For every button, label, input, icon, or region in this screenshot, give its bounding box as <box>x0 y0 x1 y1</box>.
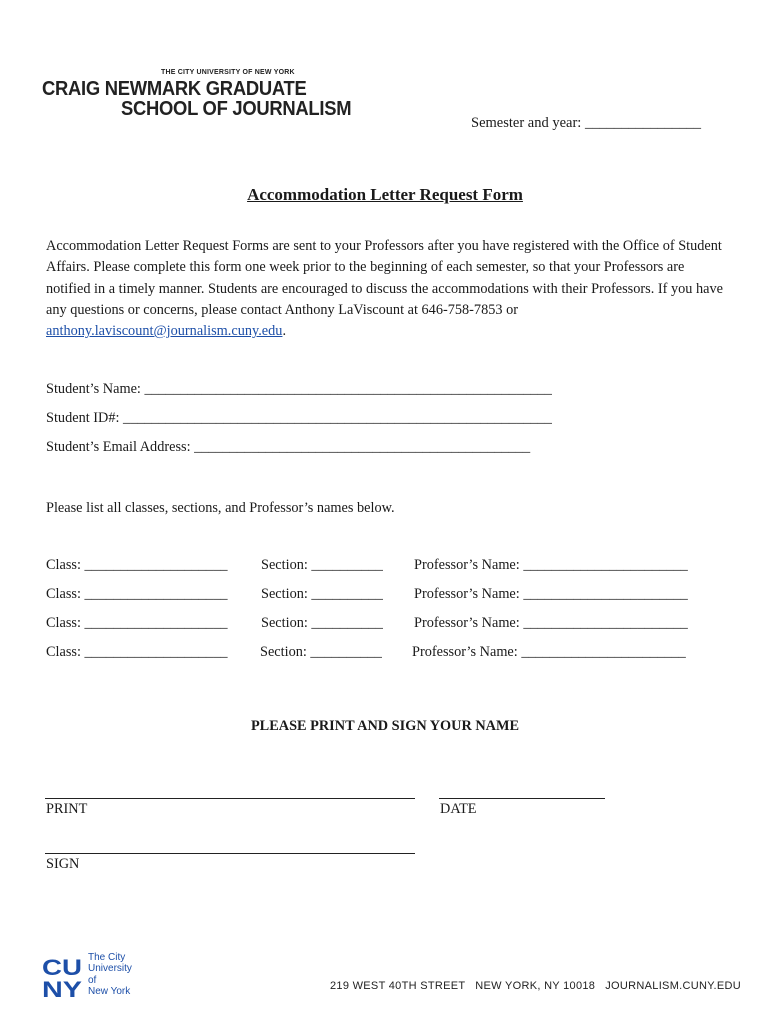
date-label: DATE <box>440 801 477 817</box>
cuny-line: of <box>88 974 97 986</box>
student-id-field[interactable]: Student ID#: ____________________________________________________________ <box>46 410 552 426</box>
footer-address: 219 WEST 40TH STREET NEW YORK, NY 10018 JOURNALISM.CUNY.EDU <box>330 980 741 992</box>
section-field[interactable]: Section: __________ <box>261 557 383 573</box>
cuny-line: University <box>88 963 132 975</box>
cuny-line: The City <box>88 952 126 963</box>
professor-field[interactable]: Professor’s Name: _______________________ <box>414 615 688 631</box>
class-field[interactable]: Class: ____________________ <box>46 557 228 573</box>
svg-text:NY: NY <box>42 977 82 999</box>
sign-label: SIGN <box>46 856 80 872</box>
print-line[interactable] <box>45 798 415 799</box>
intro-paragraph <box>46 236 726 342</box>
svg-text:CU: CU <box>42 955 82 980</box>
section-field[interactable]: Section: __________ <box>260 644 382 660</box>
class-field[interactable]: Class: ____________________ <box>46 644 228 660</box>
date-line[interactable] <box>439 798 605 799</box>
intro-text: Accommodation Letter Request Forms are sent to your Professors after you have registered with the Office of Student Affairs. Please complete this form one week prior to the beginning of each semester, so that your Professors are notified in a timely manner. Students are encouraged to discuss the accommodations with their Professors. If you have any questions or concerns, please contact Anthony LaViscount at 646-758-7853 or <box>46 238 723 318</box>
intro-end: . <box>282 323 287 340</box>
cuny-name <box>88 952 132 997</box>
print-label: PRINT <box>46 801 88 817</box>
student-name-field[interactable]: Student’s Name: _________________________________________________________ <box>46 381 552 397</box>
professor-field[interactable]: Professor’s Name: _______________________ <box>414 557 688 573</box>
logo-line-2: SCHOOL OF JOURNALISM <box>121 98 352 120</box>
cuny-line: New York <box>88 985 131 997</box>
logo-line-1: CRAIG NEWMARK GRADUATE <box>42 78 307 100</box>
cuny-logo-icon <box>42 955 82 999</box>
class-field[interactable]: Class: ____________________ <box>46 615 228 631</box>
student-email-field[interactable]: Student’s Email Address: _______________________________________________ <box>46 439 531 455</box>
contact-email-link[interactable]: anthony.laviscount@journalism.cuny.edu <box>46 323 283 340</box>
professor-field[interactable]: Professor’s Name: _______________________ <box>412 644 686 660</box>
classes-instruction: Please list all classes, sections, and Professor’s names below. <box>46 500 395 516</box>
semester-field[interactable]: Semester and year: ________________ <box>471 115 701 131</box>
form-title: Accommodation Letter Request Form <box>247 185 523 204</box>
print-sign-heading: PLEASE PRINT AND SIGN YOUR NAME <box>250 718 520 734</box>
logo-university-line: THE CITY UNIVERSITY OF NEW YORK <box>161 69 295 76</box>
sign-line[interactable] <box>45 853 415 854</box>
section-field[interactable]: Section: __________ <box>261 615 383 631</box>
professor-field[interactable]: Professor’s Name: _______________________ <box>414 586 688 602</box>
section-field[interactable]: Section: __________ <box>261 586 383 602</box>
class-field[interactable]: Class: ____________________ <box>46 586 228 602</box>
